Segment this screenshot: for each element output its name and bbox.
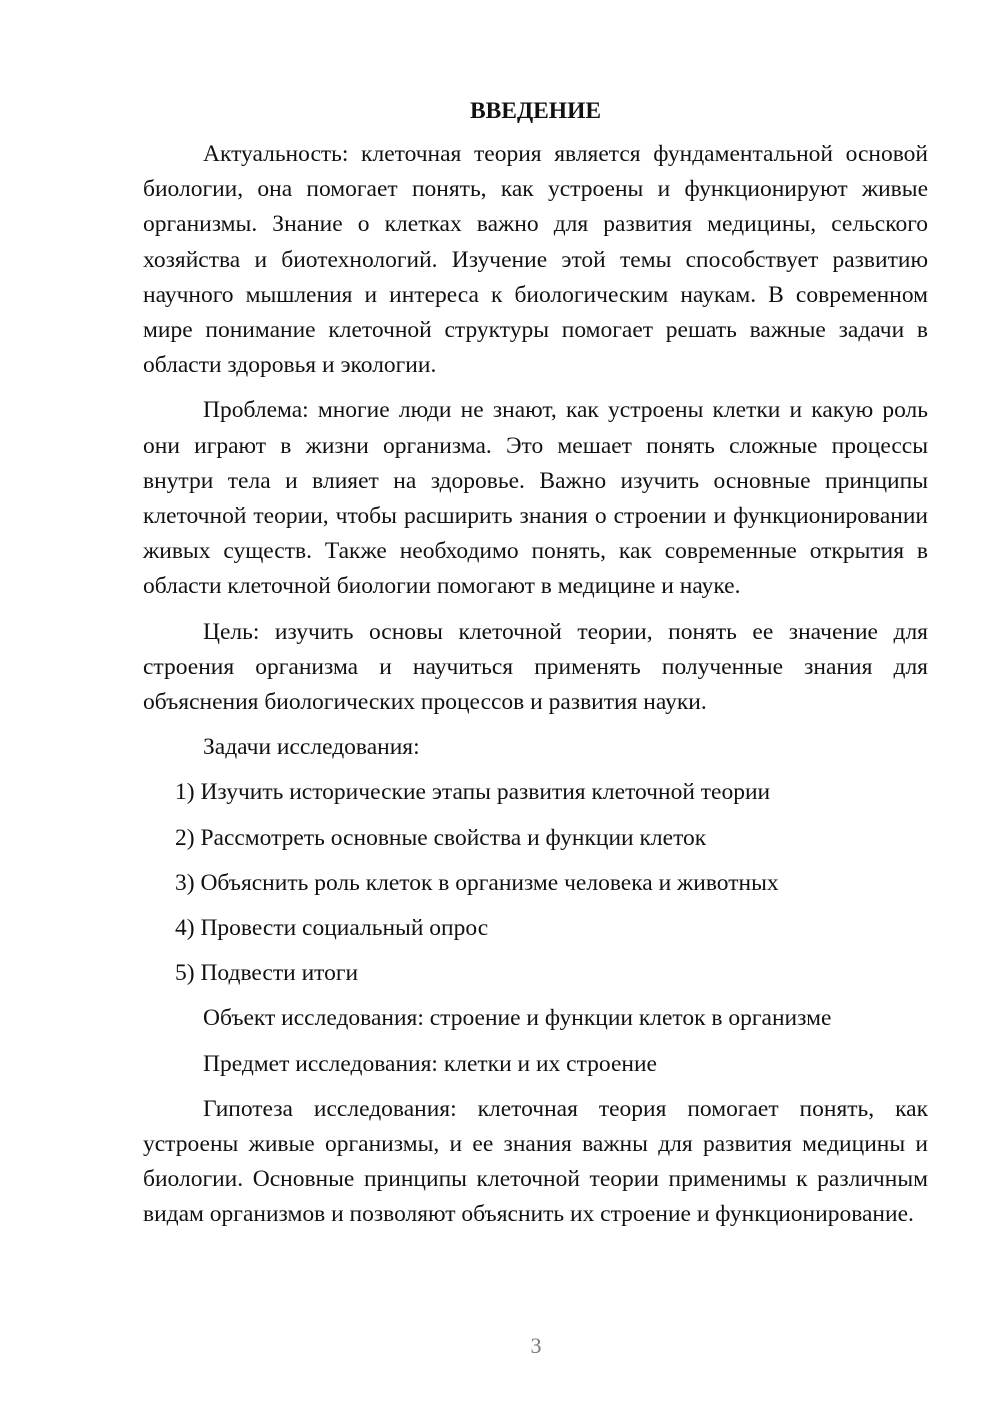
- page-number: 3: [530, 1333, 542, 1358]
- paragraph-problem: Проблема: многие люди не знают, как устроены клетки и какую роль они играют в жизни организма. Это мешает понять сложные процессы внутри тела и влияет на здоровье. Важно изучить основные принципы клеточной теории, чтобы расширить знания о строении и функционировании живых существ. Также необходимо понять, как современные открытия в области клеточной биологии помогают в медицине и науке.: [143, 397, 928, 600]
- document-body: [143, 94, 928, 1243]
- list-item: 1) Изучить исторические этапы развития клеточной теории: [175, 779, 771, 806]
- list-item: 4) Провести социальный опрос: [175, 915, 489, 942]
- research-object: Объект исследования: строение и функции клеток в организме: [203, 1005, 832, 1032]
- list-item: 5) Подвести итоги: [175, 960, 359, 987]
- list-item: 2) Рассмотреть основные свойства и функции клеток: [175, 824, 707, 851]
- tasks-list: [143, 775, 928, 991]
- research-subject: Предмет исследования: клетки и их строение: [203, 1050, 657, 1077]
- paragraph-relevance: Актуальность: клеточная теория является фундаментальной основой биологии, она помогает понять, как устроены и функционируют живые организмы. Знание о клетках важно для развития медицины, сельского хозяйства и биотехнологий. Изучение этой темы способствует развитию научного мышления и интереса к биологическим наукам. В современном мире понимание клеточной структуры помогает решать важные задачи в области здоровья и экологии.: [143, 141, 928, 379]
- tasks-heading: Задачи исследования:: [203, 734, 420, 761]
- paragraph-goal: Цель: изучить основы клеточной теории, понять ее значение для строения организма и научиться применять полученные знания для объяснения биологических процессов и развития науки.: [143, 618, 928, 716]
- list-item: 3) Объяснить роль клеток в организме человека и животных: [175, 869, 779, 896]
- section-title: ВВЕДЕНИЕ: [469, 98, 602, 124]
- paragraph-hypothesis: Гипотеза исследования: клеточная теория помогает понять, как устроены живые организмы, и ее знания важны для развития медицины и биологии. Основные принципы клеточной теории применимы к различным видам организмов и позволяют объяснить их строение и функционирование.: [143, 1095, 928, 1228]
